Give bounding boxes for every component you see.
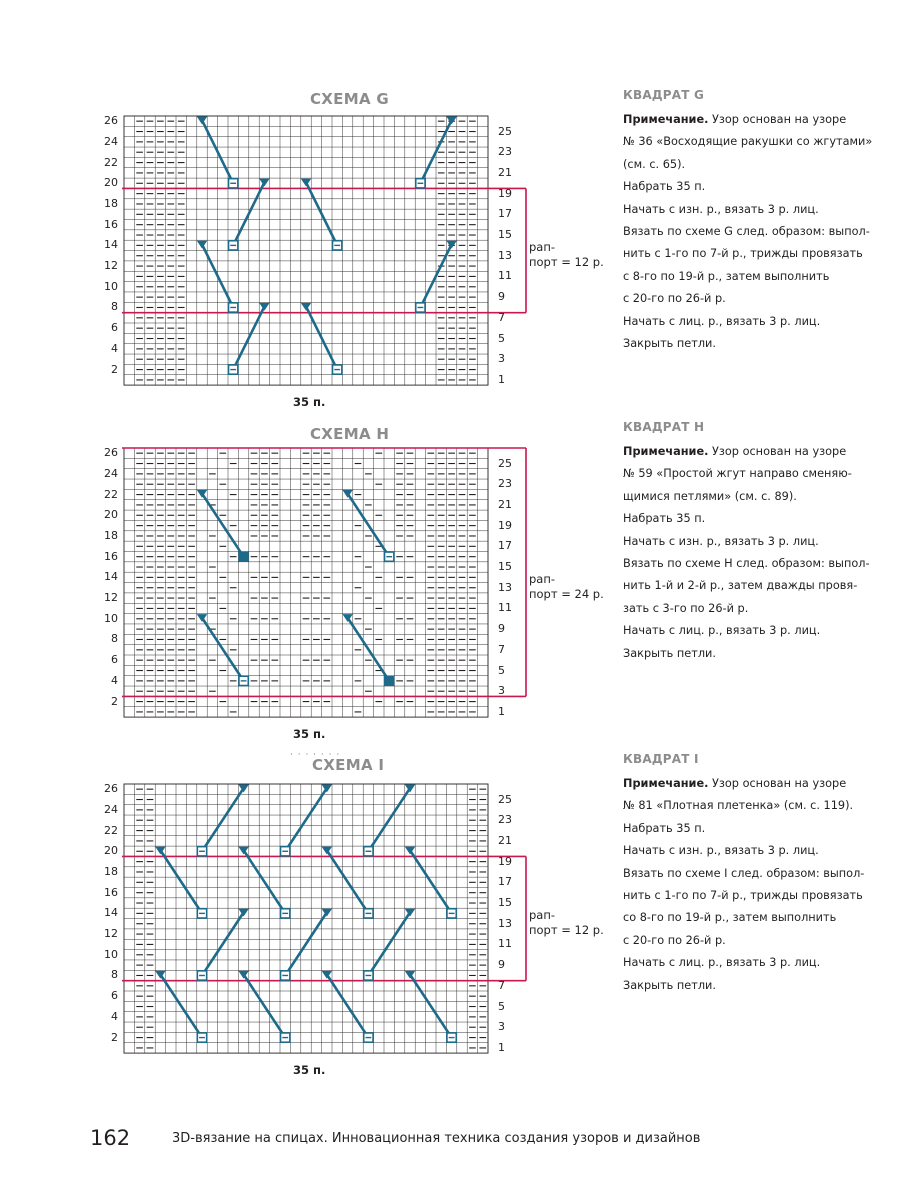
row-number-left: 12 bbox=[104, 259, 118, 273]
schema-g-repeat-label bbox=[529, 240, 604, 270]
note-line: Закрыть петли. bbox=[623, 646, 716, 660]
row-number-right: 5 bbox=[498, 331, 505, 345]
row-number-left: 20 bbox=[104, 508, 118, 522]
note-line: Примечание. Узор основан на узоре bbox=[623, 445, 847, 458]
note-line: № 36 «Восходящие ракушки со жгутами» bbox=[623, 135, 873, 149]
row-number-left: 20 bbox=[104, 844, 118, 858]
row-number-left: 8 bbox=[111, 300, 118, 314]
note-square-h bbox=[623, 420, 873, 665]
row-number-right: 9 bbox=[498, 958, 505, 972]
row-number-right: 25 bbox=[498, 456, 512, 470]
schema-h-stitches: 35 п. bbox=[293, 727, 326, 741]
cable-end-solid bbox=[238, 552, 248, 562]
row-number-left: 24 bbox=[104, 134, 118, 148]
note-line: Набрать 35 п. bbox=[623, 180, 706, 194]
note-line: нить с 1-го по 7-й р., трижды провязать bbox=[623, 247, 863, 261]
row-number-left: 18 bbox=[104, 196, 118, 210]
row-number-right: 17 bbox=[498, 875, 512, 889]
note-line: Вязать по схеме I след. образом: выпол- bbox=[623, 866, 865, 880]
repeat-label-line-1: рап- bbox=[529, 572, 556, 586]
row-number-right: 5 bbox=[498, 663, 505, 677]
note-line: с 20-го по 26-й р. bbox=[623, 292, 726, 306]
row-number-left: 22 bbox=[104, 155, 118, 169]
row-number-left: 2 bbox=[111, 362, 118, 376]
row-number-right: 15 bbox=[498, 896, 512, 910]
repeat-label-line-2: порт = 12 р. bbox=[529, 255, 604, 269]
row-number-right: 11 bbox=[498, 269, 512, 283]
note-line: зать с 3-го по 26-й р. bbox=[623, 601, 749, 615]
row-number-right: 3 bbox=[498, 352, 505, 366]
row-number-right: 19 bbox=[498, 854, 512, 868]
note-line: с 20-го по 26-й р. bbox=[623, 933, 726, 947]
row-number-right: 23 bbox=[498, 477, 512, 491]
row-number-right: 5 bbox=[498, 999, 505, 1013]
repeat-label-line-2: порт = 24 р. bbox=[529, 587, 604, 601]
repeat-label-line-1: рап- bbox=[529, 908, 556, 922]
row-number-right: 21 bbox=[498, 165, 512, 179]
row-number-left: 4 bbox=[111, 1009, 118, 1023]
note-heading: КВАДРАТ I bbox=[623, 752, 699, 766]
note-line: Примечание. Узор основан на узоре bbox=[623, 777, 847, 790]
row-number-left: 2 bbox=[111, 694, 118, 708]
row-number-right: 23 bbox=[498, 813, 512, 827]
row-number-right: 13 bbox=[498, 916, 512, 930]
row-number-left: 20 bbox=[104, 176, 118, 190]
note-line: Примечание. Узор основан на узоре bbox=[623, 113, 847, 126]
row-number-right: 19 bbox=[498, 186, 512, 200]
note-label: Примечание. bbox=[623, 113, 709, 126]
repeat-label-line-1: рап- bbox=[529, 240, 556, 254]
row-number-left: 24 bbox=[104, 466, 118, 480]
row-number-right: 3 bbox=[498, 684, 505, 698]
note-line: Закрыть петли. bbox=[623, 978, 716, 992]
row-number-right: 7 bbox=[498, 310, 505, 324]
row-number-left: 6 bbox=[111, 653, 118, 667]
row-number-left: 10 bbox=[104, 279, 118, 293]
row-number-left: 14 bbox=[104, 570, 118, 584]
note-line: (см. с. 65). bbox=[623, 157, 686, 171]
note-heading: КВАДРАТ H bbox=[623, 420, 705, 434]
note-line: с 8-го по 19-й р., затем выполнить bbox=[623, 269, 830, 283]
row-number-left: 18 bbox=[104, 864, 118, 878]
schema-h-chart bbox=[124, 448, 544, 720]
running-title: 3D-вязание на спицах. Инновационная техника создания узоров и дизайнов bbox=[172, 1131, 701, 1146]
row-number-left: 8 bbox=[111, 632, 118, 646]
row-number-right: 9 bbox=[498, 622, 505, 636]
note-line: Вязать по схеме H след. образом: выпол- bbox=[623, 557, 870, 571]
row-number-left: 12 bbox=[104, 591, 118, 605]
note-line: Вязать по схеме G след. образом: выпол- bbox=[623, 225, 870, 239]
note-line: № 81 «Плотная плетенка» (см. с. 119). bbox=[623, 799, 854, 813]
row-number-right: 21 bbox=[498, 833, 512, 847]
repeat-label-line-2: порт = 12 р. bbox=[529, 923, 604, 937]
note-line: со 8-го по 19-й р., затем выполнить bbox=[623, 911, 837, 925]
row-number-left: 16 bbox=[104, 885, 118, 899]
schema-h-repeat-label bbox=[529, 572, 604, 602]
scan-artifact: · · · · · · · bbox=[290, 750, 341, 760]
row-number-left: 4 bbox=[111, 673, 118, 687]
row-number-right: 15 bbox=[498, 228, 512, 242]
row-number-left: 26 bbox=[104, 782, 118, 796]
row-number-left: 18 bbox=[104, 528, 118, 542]
row-number-right: 7 bbox=[498, 978, 505, 992]
note-line: Начать с лиц. р., вязать 3 р. лиц. bbox=[623, 624, 821, 638]
row-number-left: 14 bbox=[104, 238, 118, 252]
row-number-left: 10 bbox=[104, 611, 118, 625]
row-number-right: 15 bbox=[498, 560, 512, 574]
row-number-right: 3 bbox=[498, 1020, 505, 1034]
row-number-left: 6 bbox=[111, 321, 118, 335]
row-number-right: 1 bbox=[498, 1040, 505, 1054]
note-line: Начать с изн. р., вязать 3 р. лиц. bbox=[623, 844, 819, 858]
note-label: Примечание. bbox=[623, 777, 709, 790]
row-number-left: 6 bbox=[111, 989, 118, 1003]
note-square-i bbox=[623, 752, 873, 997]
row-number-right: 25 bbox=[498, 792, 512, 806]
row-number-right: 19 bbox=[498, 518, 512, 532]
row-number-left: 26 bbox=[104, 114, 118, 128]
row-number-left: 24 bbox=[104, 802, 118, 816]
note-line: нить с 1-го по 7-й р., трижды провязать bbox=[623, 889, 863, 903]
row-number-left: 26 bbox=[104, 446, 118, 460]
schema-i-title: СХЕМА I bbox=[312, 756, 385, 774]
row-number-right: 7 bbox=[498, 642, 505, 656]
row-number-left: 8 bbox=[111, 968, 118, 982]
row-number-right: 21 bbox=[498, 497, 512, 511]
schema-i-repeat-label bbox=[529, 908, 604, 938]
note-line: № 59 «Простой жгут направо сменяю- bbox=[623, 467, 852, 481]
row-number-left: 4 bbox=[111, 341, 118, 355]
note-line: Начать с лиц. р., вязать 3 р. лиц. bbox=[623, 956, 821, 970]
row-number-left: 14 bbox=[104, 906, 118, 920]
row-number-left: 22 bbox=[104, 823, 118, 837]
note-line: Начать с изн. р., вязать 3 р. лиц. bbox=[623, 534, 819, 548]
note-line: щимися петлями» (см. с. 89). bbox=[623, 489, 797, 503]
note-line: Набрать 35 п. bbox=[623, 821, 706, 835]
page-number: 162 bbox=[90, 1126, 131, 1150]
schema-g-chart bbox=[124, 116, 544, 388]
note-square-g bbox=[623, 88, 873, 355]
row-number-left: 16 bbox=[104, 549, 118, 563]
row-number-right: 1 bbox=[498, 372, 505, 386]
note-line: Начать с лиц. р., вязать 3 р. лиц. bbox=[623, 314, 821, 328]
row-number-right: 17 bbox=[498, 539, 512, 553]
row-number-right: 11 bbox=[498, 937, 512, 951]
note-label: Примечание. bbox=[623, 445, 709, 458]
schema-g-title: СХЕМА G bbox=[310, 90, 389, 108]
row-number-right: 1 bbox=[498, 704, 505, 718]
row-number-left: 12 bbox=[104, 927, 118, 941]
row-number-left: 10 bbox=[104, 947, 118, 961]
schema-h-title: СХЕМА H bbox=[310, 425, 390, 443]
row-number-left: 22 bbox=[104, 487, 118, 501]
note-heading: КВАДРАТ G bbox=[623, 88, 705, 102]
schema-i-stitches: 35 п. bbox=[293, 1063, 326, 1077]
note-line: Закрыть петли. bbox=[623, 337, 716, 351]
note-line: нить 1-й и 2-й р., затем дважды провя- bbox=[623, 579, 858, 593]
row-number-right: 13 bbox=[498, 248, 512, 262]
note-line: Начать с изн. р., вязать 3 р. лиц. bbox=[623, 202, 819, 216]
cable-end-solid bbox=[384, 676, 394, 686]
row-number-right: 17 bbox=[498, 207, 512, 221]
row-number-right: 11 bbox=[498, 601, 512, 615]
row-number-right: 13 bbox=[498, 580, 512, 594]
row-number-right: 25 bbox=[498, 124, 512, 138]
row-number-left: 16 bbox=[104, 217, 118, 231]
row-number-right: 23 bbox=[498, 145, 512, 159]
row-number-left: 2 bbox=[111, 1030, 118, 1044]
note-line: Набрать 35 п. bbox=[623, 512, 706, 526]
schema-i-chart bbox=[124, 784, 544, 1056]
schema-g-stitches: 35 п. bbox=[293, 395, 326, 409]
row-number-right: 9 bbox=[498, 290, 505, 304]
